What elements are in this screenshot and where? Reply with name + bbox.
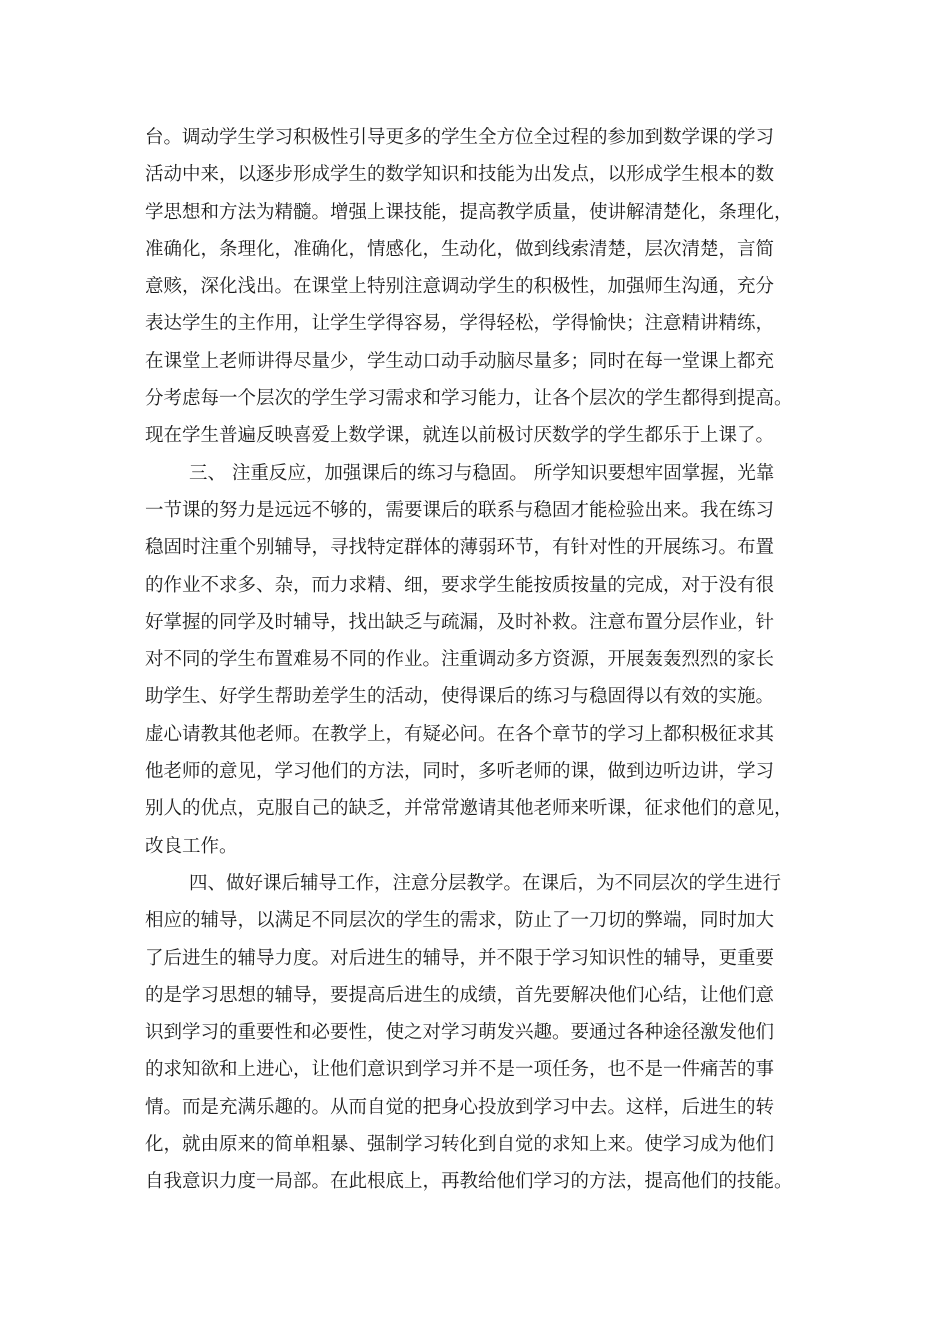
paragraph-start-line: 四、做好课后辅导工作，注意分层教学。在课后，为不同层次的学生进行: [189, 872, 782, 894]
text-line: 活动中来，以逐步形成学生的数学知识和技能为出发点，以形成学生根本的数: [145, 164, 775, 186]
text-line: 表达学生的主作用，让学生学得容易，学得轻松，学得愉快；注意精讲精练，: [145, 313, 775, 335]
text-line: 台。调动学生学习积极性引导更多的学生全方位全过程的参加到数学课的学习: [145, 127, 775, 148]
text-line: 情。而是充满乐趣的。从而自觉的把身心投放到学习中去。这样，后进生的转: [145, 1096, 775, 1118]
text-line: 化，就由原来的简单粗暴、强制学习转化到自觉的求知上来。使学习成为他们: [145, 1134, 775, 1156]
text-line: 对不同的学生布置难易不同的作业。注重调动多方资源，开展轰轰烈烈的家长: [145, 649, 775, 671]
text-line: 意赅，深化浅出。在课堂上特别注意调动学生的积极性，加强师生沟通，充分: [145, 276, 775, 298]
text-line: 稳固时注重个别辅导，寻找特定群体的薄弱环节，有针对性的开展练习。布置: [145, 537, 775, 559]
text-line: 好掌握的同学及时辅导，找出缺乏与疏漏，及时补救。注意布置分层作业，针: [145, 611, 775, 633]
text-line: 准确化，条理化，准确化，情感化，生动化，做到线索清楚，层次清楚，言简: [145, 238, 775, 260]
text-line: 助学生、好学生帮助差学生的活动，使得课后的练习与稳固得以有效的实施。: [145, 686, 775, 708]
text-line: 自我意识力度一局部。在此根底上，再教给他们学习的方法，提高他们的技能。: [145, 1171, 793, 1193]
text-line: 分考虑每一个层次的学生学习需求和学习能力，让各个层次的学生都得到提高。: [145, 388, 793, 410]
text-line: 在课堂上老师讲得尽量少，学生动口动手动脑尽量多；同时在每一堂课上都充: [145, 350, 775, 372]
text-line: 改良工作。: [145, 835, 238, 857]
text-line: 虚心请教其他老师。在教学上，有疑必问。在各个章节的学习上都积极征求其: [145, 723, 775, 745]
text-line: 识到学习的重要性和必要性，使之对学习萌发兴趣。要通过各种途径激发他们: [145, 1022, 775, 1044]
text-line: 了后进生的辅导力度。对后进生的辅导，并不限于学习知识性的辅导，更重要: [145, 947, 775, 969]
text-line: 别人的优点，克服自己的缺乏，并常常邀请其他老师来听课，征求他们的意见，: [145, 798, 793, 820]
text-line: 相应的辅导，以满足不同层次的学生的需求，防止了一刀切的弊端，同时加大: [145, 910, 775, 932]
text-line: 他老师的意见，学习他们的方法，同时，多听老师的课，做到边听边讲，学习: [145, 761, 775, 783]
text-line: 一节课的努力是远远不够的，需要课后的联系与稳固才能检验出来。我在练习: [145, 499, 775, 521]
text-line: 的作业不求多、杂，而力求精、细，要求学生能按质按量的完成，对于没有很: [145, 574, 775, 596]
text-line: 的求知欲和上进心，让他们意识到学习并不是一项任务，也不是一件痛苦的事: [145, 1059, 775, 1081]
body-text: [145, 119, 815, 1201]
text-line: 现在学生普遍反映喜爱上数学课，就连以前极讨厌数学的学生都乐于上课了。: [145, 425, 775, 447]
text-line: 的是学习思想的辅导，要提高后进生的成绩，首先要解决他们心结，让他们意: [145, 984, 775, 1006]
text-line: 学思想和方法为精髓。增强上课技能，提高教学质量，使讲解清楚化，条理化，: [145, 201, 793, 223]
paragraph-start-line: 三、 注重反应，加强课后的练习与稳固。 所学知识要想牢固掌握，光靠: [189, 462, 775, 484]
